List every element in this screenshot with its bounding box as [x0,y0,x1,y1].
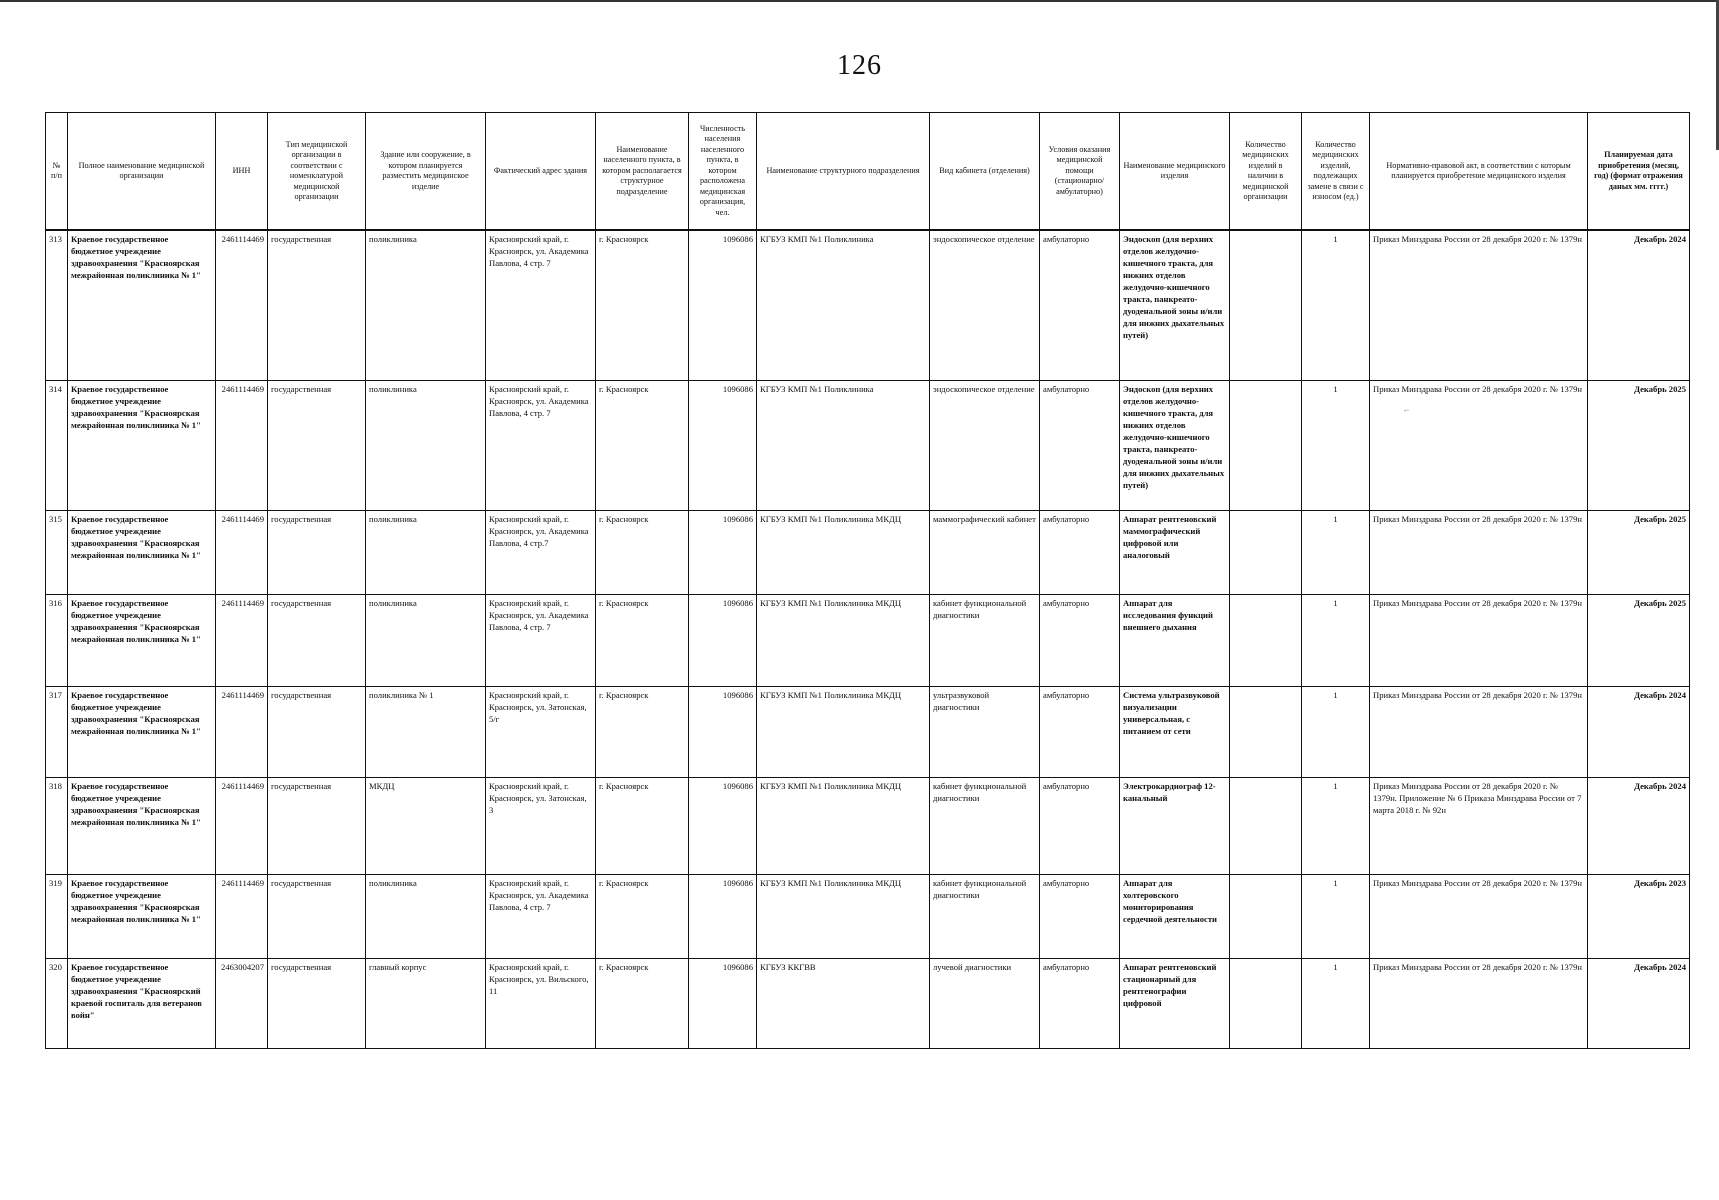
table-row [46,778,1690,875]
cell-building: поликлиника [366,595,486,687]
page-number: 126 [837,50,882,81]
cell-qty-have [1230,511,1302,595]
cell-building: поликлиника [366,381,486,511]
cell-cabinet: кабинет функциональной диагностики [930,875,1040,959]
table-row [46,230,1690,381]
cell-type: государственная [268,230,366,381]
cell-date: Декабрь 2024 [1588,687,1690,778]
header-type: Тип медицинской организации в соответствии с номенклатурой медицинской организации [268,113,366,231]
cell-qty-replace: 1 [1302,959,1370,1049]
cell-act: Приказ Минздрава России от 28 декабря 2020 г. № 1379н [1370,230,1588,381]
cell-conditions: амбулаторно [1040,778,1120,875]
cell-date: Декабрь 2025 [1588,511,1690,595]
cell-num: 319 [46,875,68,959]
cell-qty-have [1230,959,1302,1049]
cell-conditions: амбулаторно [1040,875,1120,959]
cell-conditions: амбулаторно [1040,381,1120,511]
cell-cabinet: эндоскопическое отделение [930,230,1040,381]
cell-qty-have [1230,875,1302,959]
cell-cabinet: лучевой диагностики [930,959,1040,1049]
cell-address: Красноярский край, г. Красноярск, ул. Академика Павлова, 4 стр. 7 [486,230,596,381]
cell-qty-have [1230,687,1302,778]
cell-date: Декабрь 2025 [1588,595,1690,687]
cell-act: Приказ Минздрава России от 28 декабря 2020 г. № 1379н [1370,595,1588,687]
cell-qty-replace: 1 [1302,595,1370,687]
cell-population: 1096086 [689,875,757,959]
cell-unit: КГБУЗ КМП №1 Поликлиника МКДЦ [757,687,930,778]
cell-building: поликлиника [366,511,486,595]
cell-num: 314 [46,381,68,511]
table-row [46,875,1690,959]
cell-qty-replace: 1 [1302,381,1370,511]
header-cabinet: Вид кабинета (отделения) [930,113,1040,231]
cell-building: поликлиника [366,875,486,959]
cell-address: Красноярский край, г. Красноярск, ул. Академика Павлова, 4 стр. 7 [486,381,596,511]
cell-num: 315 [46,511,68,595]
header-date: Планируемая дата приобретения (месяц, год) (формат отражения даных мм. гггг.) [1588,113,1690,231]
header-act: Нормативно-правовой акт, в соответствии с которым планируется приобретение медицинского изделия [1370,113,1588,231]
cell-settlement: г. Красноярск [596,381,689,511]
cell-inn: 2461114469 [216,778,268,875]
cell-act: Приказ Минздрава России от 28 декабря 2020 г. № 1379н [1370,959,1588,1049]
cell-type: государственная [268,687,366,778]
cell-num: 313 [46,230,68,381]
cell-unit: КГБУЗ КМП №1 Поликлиника [757,381,930,511]
cell-unit: КГБУЗ КМП №1 Поликлиника [757,230,930,381]
cell-unit: КГБУЗ КМП №1 Поликлиника МКДЦ [757,778,930,875]
table-row [46,687,1690,778]
cell-act: Приказ Минздрава России от 28 декабря 2020 г. № 1379н [1370,687,1588,778]
cell-inn: 2461114469 [216,511,268,595]
cell-date: Декабрь 2025 [1588,381,1690,511]
cell-settlement: г. Красноярск [596,778,689,875]
cell-org: Краевое государственное бюджетное учреждение здравоохранения "Красноярская межрайонная поликлиника № 1" [68,381,216,511]
cell-product: Аппарат рентгеновский маммографический цифровой или аналоговый [1120,511,1230,595]
cell-conditions: амбулаторно [1040,959,1120,1049]
cell-unit: КГБУЗ КМП №1 Поликлиника МКДЦ [757,511,930,595]
cell-population: 1096086 [689,230,757,381]
cell-address: Красноярский край, г. Красноярск, ул. Затонская, 5/г [486,687,596,778]
cell-settlement: г. Красноярск [596,687,689,778]
cell-address: Красноярский край, г. Красноярск, ул. Академика Павлова, 4 стр. 7 [486,595,596,687]
cell-settlement: г. Красноярск [596,511,689,595]
cell-cabinet: кабинет функциональной диагностики [930,778,1040,875]
scan-edge-top [0,0,1719,2]
cell-type: государственная [268,875,366,959]
cell-cabinet: ультразвуковой диагностики [930,687,1040,778]
cell-date: Декабрь 2024 [1588,778,1690,875]
cell-building: МКДЦ [366,778,486,875]
cell-population: 1096086 [689,959,757,1049]
cell-address: Красноярский край, г. Красноярск, ул. Академика Павлова, 4 стр.7 [486,511,596,595]
scan-artifact: ‐· [1404,406,1410,415]
cell-num: 317 [46,687,68,778]
cell-num: 318 [46,778,68,875]
cell-qty-replace: 1 [1302,511,1370,595]
cell-conditions: амбулаторно [1040,230,1120,381]
cell-inn: 2461114469 [216,687,268,778]
cell-qty-have [1230,595,1302,687]
table-header-row [46,113,1690,231]
cell-unit: КГБУЗ ККГВВ [757,959,930,1049]
cell-type: государственная [268,595,366,687]
cell-building: поликлиника № 1 [366,687,486,778]
cell-qty-replace: 1 [1302,230,1370,381]
cell-population: 1096086 [689,511,757,595]
header-conditions: Условия оказания медицинской помощи (стационарно/ амбулаторно) [1040,113,1120,231]
header-building: Здание или сооружение, в котором планируется разместить медицинское изделие [366,113,486,231]
cell-org: Краевое государственное бюджетное учреждение здравоохранения "Красноярская межрайонная поликлиника № 1" [68,230,216,381]
header-qty-have: Количество медицинских изделий в наличии в медицинской организации [1230,113,1302,231]
cell-settlement: г. Красноярск [596,875,689,959]
cell-num: 316 [46,595,68,687]
cell-org: Краевое государственное бюджетное учреждение здравоохранения "Красноярская межрайонная поликлиника № 1" [68,875,216,959]
cell-product: Эндоскоп (для верхних отделов желудочно-кишечного тракта, для нижних отделов желудочно-кишечного тракта, панкреато-дуоденальной зоны и/или для нижних дыхательных путей) [1120,230,1230,381]
header-org: Полное наименование медицинской организации [68,113,216,231]
header-inn: ИНН [216,113,268,231]
cell-product: Аппарат для исследования функций внешнего дыхания [1120,595,1230,687]
header-product: Наименование медицинского изделия [1120,113,1230,231]
cell-population: 1096086 [689,595,757,687]
cell-population: 1096086 [689,381,757,511]
cell-product: Система ультразвуковой визуализации универсальная, с питанием от сети [1120,687,1230,778]
cell-org: Краевое государственное бюджетное учреждение здравоохранения "Красноярский краевой госпиталь для ветеранов войн" [68,959,216,1049]
cell-settlement: г. Красноярск [596,959,689,1049]
cell-population: 1096086 [689,687,757,778]
cell-product: Электрокардиограф 12-канальный [1120,778,1230,875]
cell-cabinet: маммографический кабинет [930,511,1040,595]
cell-org: Краевое государственное бюджетное учреждение здравоохранения "Красноярская межрайонная поликлиника № 1" [68,687,216,778]
header-num: № п/п [46,113,68,231]
cell-product: Эндоскоп (для верхних отделов желудочно-кишечного тракта, для нижних отделов желудочно-кишечного тракта, панкреато-дуоденальной зоны и/или для нижних дыхательных путей) [1120,381,1230,511]
cell-building: поликлиника [366,230,486,381]
table-row [46,595,1690,687]
header-address: Фактический адрес здания [486,113,596,231]
cell-conditions: амбулаторно [1040,687,1120,778]
cell-act: Приказ Минздрава России от 28 декабря 2020 г. № 1379н [1370,381,1588,511]
cell-qty-have [1230,778,1302,875]
cell-act: Приказ Минздрава России от 28 декабря 2020 г. № 1379н. Приложение № 6 Приказа Минздрава России от 7 марта 2018 г. № 92н [1370,778,1588,875]
cell-unit: КГБУЗ КМП №1 Поликлиника МКДЦ [757,875,930,959]
header-unit: Наименование структурного подразделения [757,113,930,231]
cell-date: Декабрь 2024 [1588,959,1690,1049]
cell-qty-have [1230,381,1302,511]
cell-qty-replace: 1 [1302,687,1370,778]
cell-act: Приказ Минздрава России от 28 декабря 2020 г. № 1379н [1370,875,1588,959]
table-row [46,381,1690,511]
header-population: Численность населения населенного пункта, в котором расположена медицинская организация, чел. [689,113,757,231]
cell-date: Декабрь 2024 [1588,230,1690,381]
cell-inn: 2463004207 [216,959,268,1049]
cell-product: Аппарат рентгеновский стационарный для рентгенографии цифровой [1120,959,1230,1049]
cell-building: главный корпус [366,959,486,1049]
header-qty-replace: Количество медицинских изделий, подлежащих замене в связи с износом (ед.) [1302,113,1370,231]
cell-type: государственная [268,381,366,511]
cell-cabinet: кабинет функциональной диагностики [930,595,1040,687]
cell-qty-have [1230,230,1302,381]
equipment-register-table [45,112,1690,1049]
cell-product: Аппарат для холтеровского мониторирования сердечной деятельности [1120,875,1230,959]
cell-num: 320 [46,959,68,1049]
cell-conditions: амбулаторно [1040,511,1120,595]
cell-qty-replace: 1 [1302,778,1370,875]
cell-act: Приказ Минздрава России от 28 декабря 2020 г. № 1379н [1370,511,1588,595]
cell-inn: 2461114469 [216,875,268,959]
cell-address: Красноярский край, г. Красноярск, ул. Академика Павлова, 4 стр. 7 [486,875,596,959]
cell-address: Красноярский край, г. Красноярск, ул. Затонская, 3 [486,778,596,875]
cell-cabinet: эндоскопическое отделение [930,381,1040,511]
cell-unit: КГБУЗ КМП №1 Поликлиника МКДЦ [757,595,930,687]
cell-inn: 2461114469 [216,595,268,687]
cell-org: Краевое государственное бюджетное учреждение здравоохранения "Красноярская межрайонная поликлиника № 1" [68,595,216,687]
cell-type: государственная [268,959,366,1049]
cell-inn: 2461114469 [216,381,268,511]
header-settlement: Наименование населенного пункта, в котором располагается структурное подразделение [596,113,689,231]
table-row [46,511,1690,595]
cell-type: государственная [268,511,366,595]
cell-type: государственная [268,778,366,875]
cell-address: Красноярский край, г. Красноярск, ул. Вильского, 11 [486,959,596,1049]
cell-qty-replace: 1 [1302,875,1370,959]
cell-population: 1096086 [689,778,757,875]
cell-conditions: амбулаторно [1040,595,1120,687]
cell-date: Декабрь 2023 [1588,875,1690,959]
table-row [46,959,1690,1049]
cell-settlement: г. Красноярск [596,595,689,687]
cell-org: Краевое государственное бюджетное учреждение здравоохранения "Красноярская межрайонная поликлиника № 1" [68,778,216,875]
cell-org: Краевое государственное бюджетное учреждение здравоохранения "Красноярская межрайонная поликлиника № 1" [68,511,216,595]
cell-settlement: г. Красноярск [596,230,689,381]
cell-inn: 2461114469 [216,230,268,381]
